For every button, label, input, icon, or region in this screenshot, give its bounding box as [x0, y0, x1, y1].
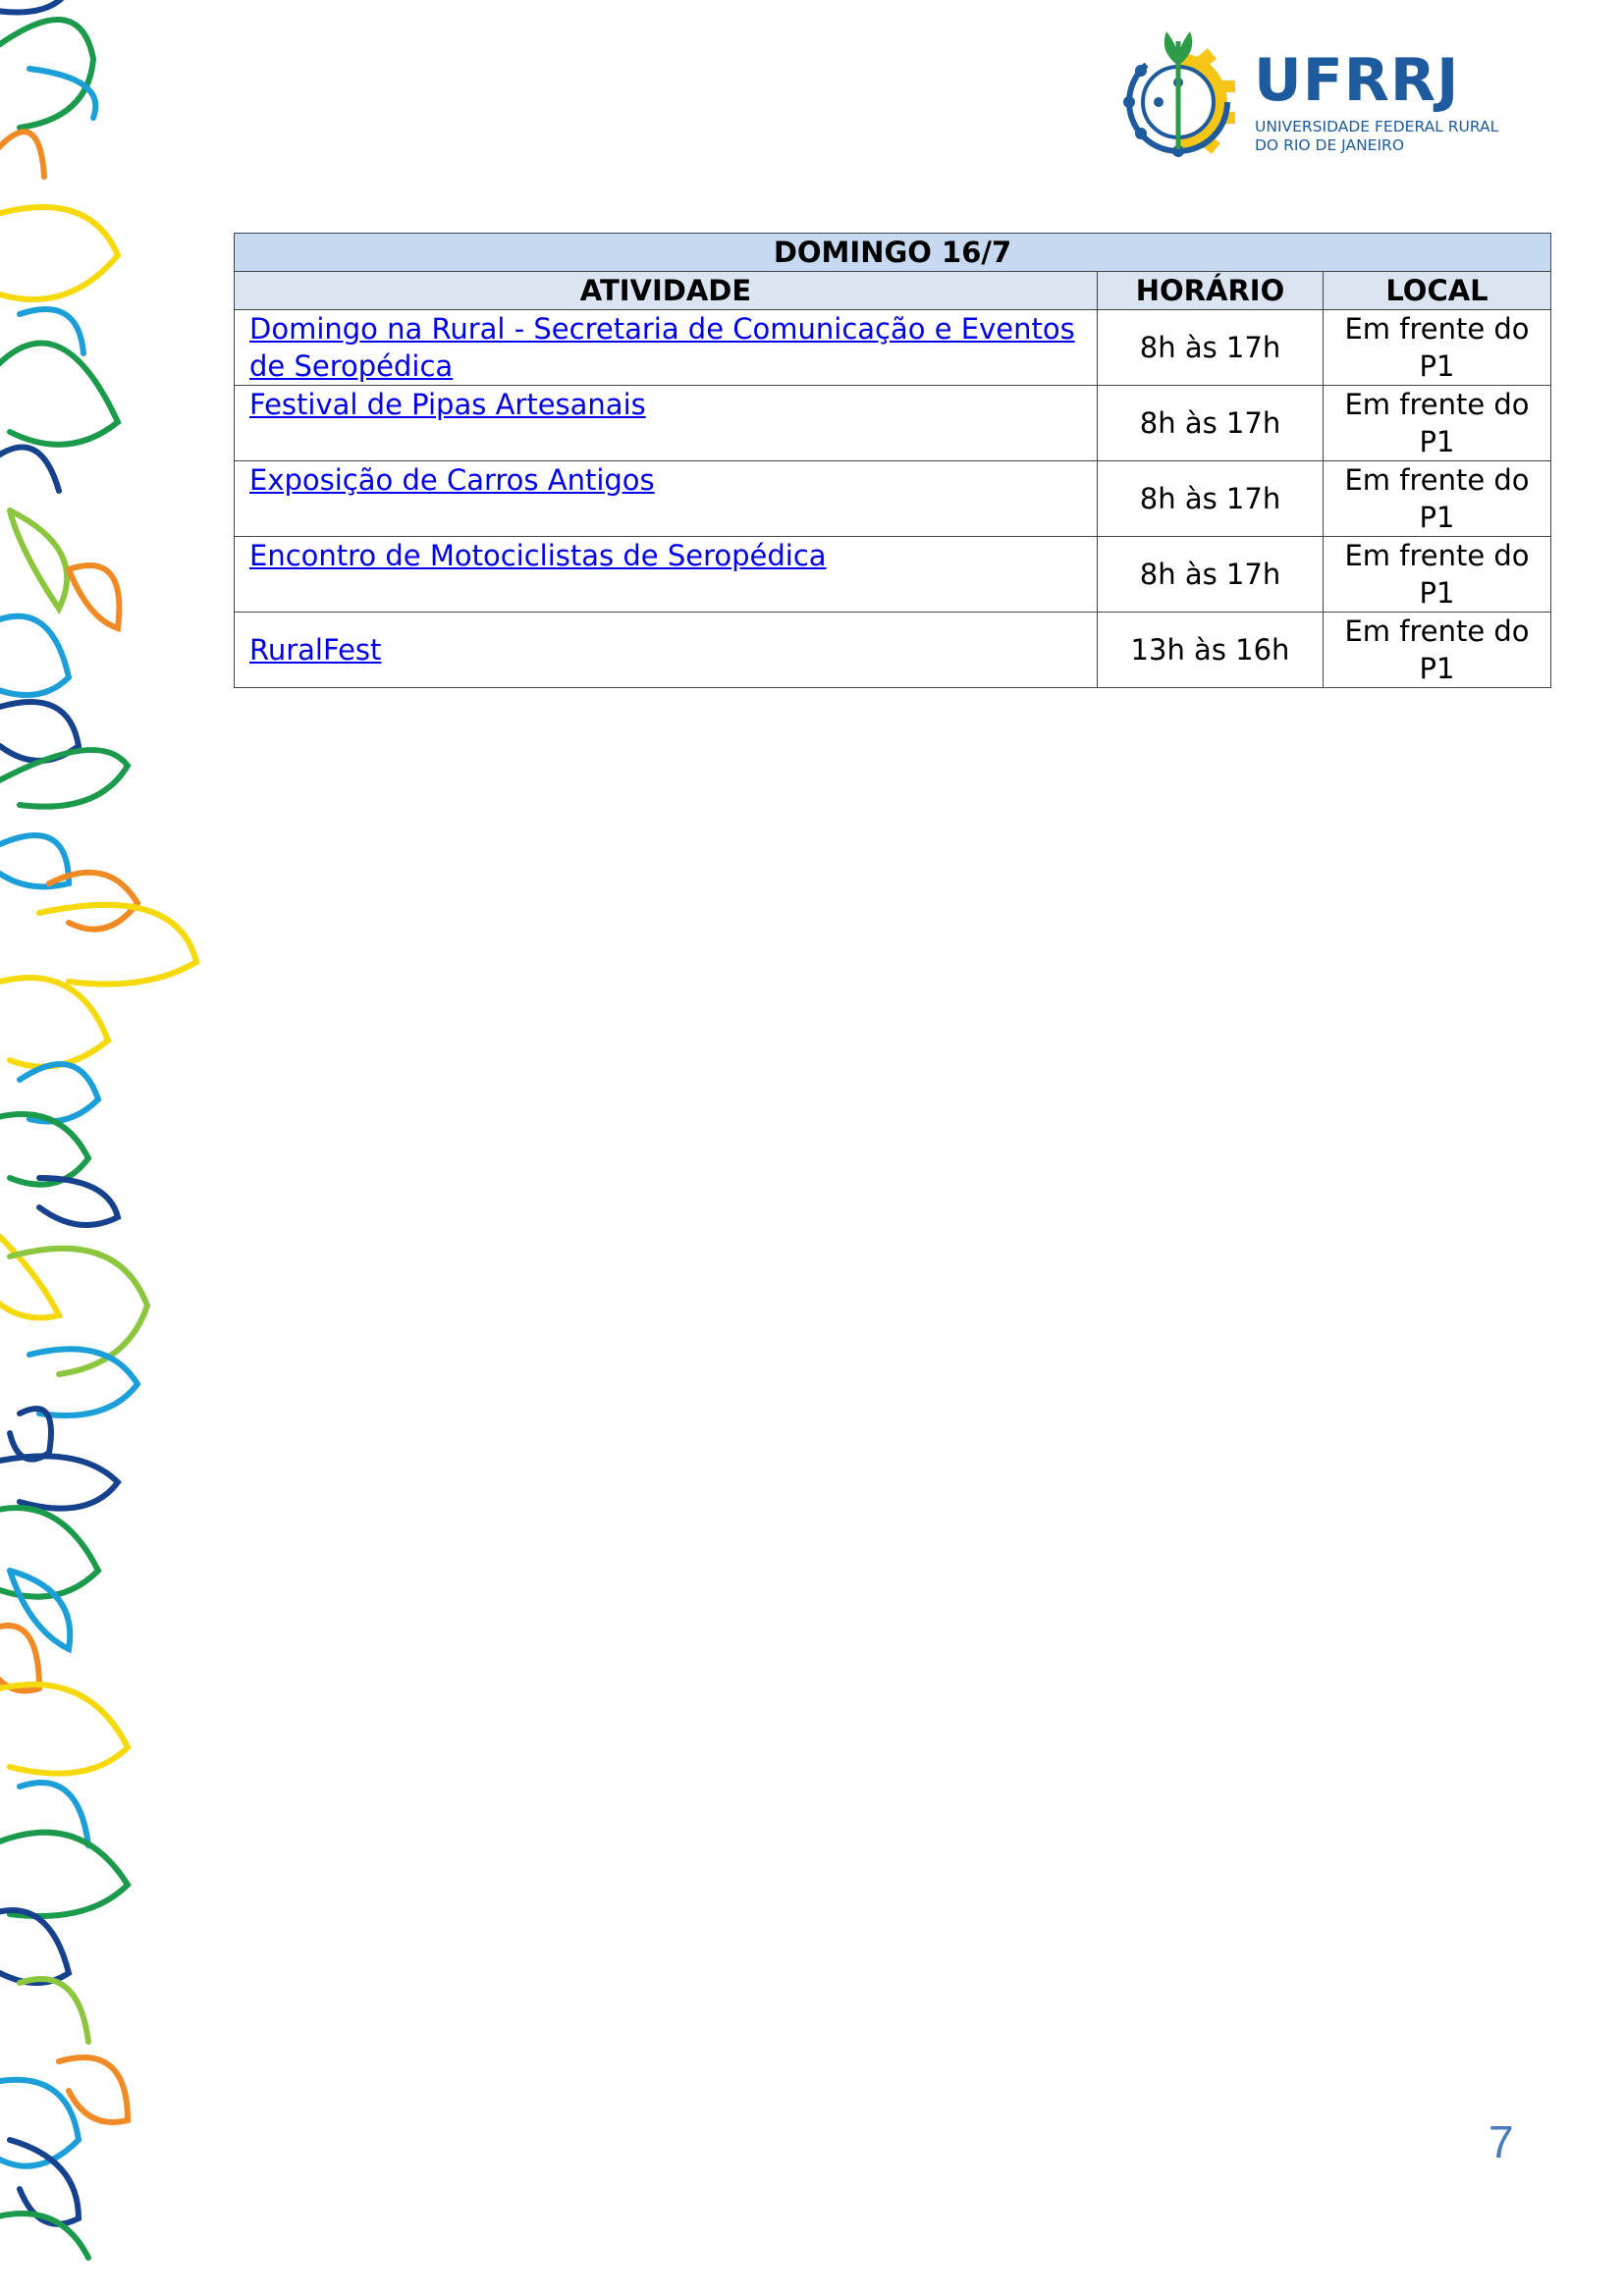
column-header-activity: ATIVIDADE — [235, 272, 1098, 310]
activity-cell — [235, 310, 1098, 386]
time-cell: 8h às 17h — [1098, 537, 1324, 613]
activity-cell — [235, 461, 1098, 537]
logo-subtitle-line1: UNIVERSIDADE FEDERAL RURAL — [1255, 118, 1499, 135]
location-cell: Em frente do P1 — [1324, 310, 1551, 386]
activity-link[interactable]: Domingo na Rural - Secretaria de Comunicação e Eventos de Seropédica — [249, 312, 1075, 383]
activity-link[interactable]: Encontro de Motociclistas de Seropédica — [249, 539, 827, 572]
activity-cell — [235, 537, 1098, 613]
ufrrj-logo — [1110, 22, 1522, 169]
page-number: 7 — [1489, 2116, 1514, 2167]
time-cell: 8h às 17h — [1098, 310, 1324, 386]
time-cell: 13h às 16h — [1098, 613, 1324, 688]
table-title: DOMINGO 16/7 — [235, 234, 1551, 272]
table-row — [235, 310, 1551, 386]
location-cell: Em frente do P1 — [1324, 613, 1551, 688]
activity-link[interactable]: Exposição de Carros Antigos — [249, 463, 655, 497]
location-cell: Em frente do P1 — [1324, 537, 1551, 613]
logo-wordmark: UFRRJ — [1254, 46, 1460, 115]
logo-subtitle-line2: DO RIO DE JANEIRO — [1255, 136, 1405, 154]
activity-link[interactable]: Festival de Pipas Artesanais — [249, 388, 646, 421]
schedule-table — [234, 233, 1551, 688]
activity-cell — [235, 613, 1098, 688]
time-cell: 8h às 17h — [1098, 386, 1324, 461]
table-row — [235, 537, 1551, 613]
table-row — [235, 386, 1551, 461]
location-cell: Em frente do P1 — [1324, 386, 1551, 461]
table-row — [235, 613, 1551, 688]
decorative-leaf-border — [0, 0, 216, 2296]
time-cell: 8h às 17h — [1098, 461, 1324, 537]
location-cell: Em frente do P1 — [1324, 461, 1551, 537]
column-header-location: LOCAL — [1324, 272, 1551, 310]
table-header-row — [235, 272, 1551, 310]
table-title-row — [235, 234, 1551, 272]
activity-cell — [235, 386, 1098, 461]
column-header-time: HORÁRIO — [1098, 272, 1324, 310]
table-row — [235, 461, 1551, 537]
activity-link[interactable]: RuralFest — [249, 633, 382, 667]
ufrrj-emblem-icon — [1110, 22, 1247, 169]
